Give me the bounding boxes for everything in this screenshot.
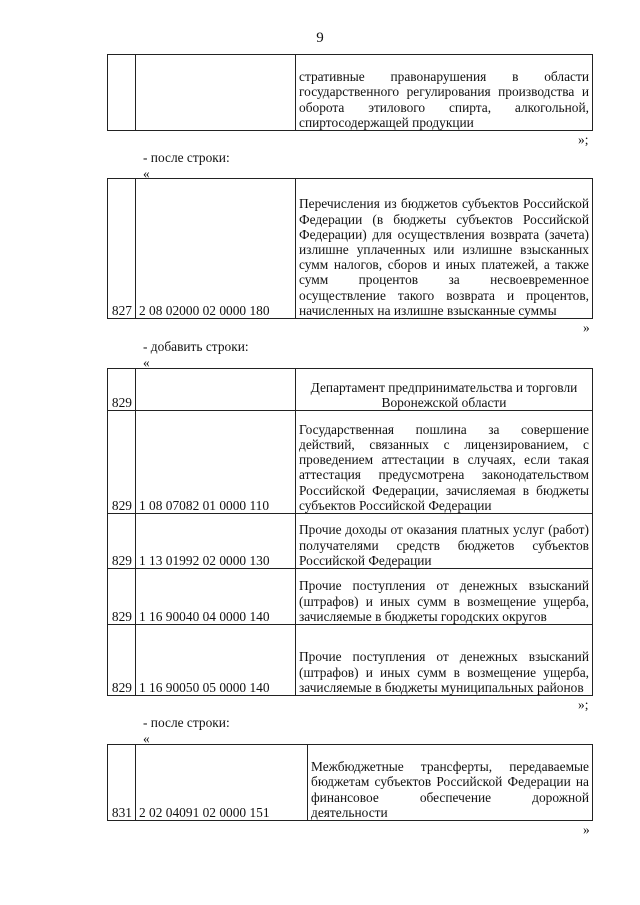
budget-code: 1 16 90040 04 0000 140 — [136, 569, 296, 625]
row-description: Межбюджетные трансферты, передаваемые бюджетам субъектов Российской Федерации на финансовое обеспечение дорожной деятельности — [308, 745, 593, 821]
row-description: Прочие поступления от денежных взысканий (штрафов) и иных сумм в возмещение ущерба, зачисляемые в бюджеты муниципальных районов — [296, 625, 593, 696]
budget-code: 2 02 04091 02 0000 151 — [136, 745, 308, 821]
budget-code — [136, 55, 296, 131]
table-added-rows — [107, 368, 593, 696]
closing-quote: »; — [578, 697, 589, 712]
table-after-row — [107, 178, 593, 319]
budget-code — [136, 369, 296, 411]
table-row — [108, 369, 593, 411]
row-number: 829 — [108, 514, 136, 569]
section-intro: - после строки: — [143, 715, 230, 730]
closing-quote: »; — [578, 132, 589, 147]
row-description: Перечисления из бюджетов субъектов Российской Федерации (в бюджеты субъектов Российской Федерации) для осуществления возврата (зачета) излишне уплаченных или излишне взысканных сумм налогов, сборов и иных платежей, а также сумм процентов за несвоевременное осуществление такого возврата и процентов, начисленных на излишне взысканные суммы — [296, 179, 593, 319]
table-row — [108, 411, 593, 514]
table-row — [108, 745, 593, 821]
row-description: Прочие доходы от оказания платных услуг (работ) получателями средств бюджетов субъектов Российской Федерации — [296, 514, 593, 569]
row-number: 827 — [108, 179, 136, 319]
opening-quote: « — [143, 355, 150, 370]
row-description: Прочие поступления от денежных взысканий (штрафов) и иных сумм в возмещение ущерба, зачисляемые в бюджеты городских округов — [296, 569, 593, 625]
budget-code: 1 08 07082 01 0000 110 — [136, 411, 296, 514]
section-intro: - добавить строки: — [143, 339, 249, 354]
department-heading: Департамент предпринимательства и торговли Воронежской области — [296, 369, 593, 411]
table-row — [108, 625, 593, 696]
row-number: 829 — [108, 411, 136, 514]
table-row — [108, 179, 593, 319]
budget-code: 1 16 90050 05 0000 140 — [136, 625, 296, 696]
table-continuation — [107, 54, 593, 131]
opening-quote: « — [143, 731, 150, 746]
table-row — [108, 514, 593, 569]
opening-quote: « — [143, 166, 150, 181]
row-number: 831 — [108, 745, 136, 821]
closing-quote: » — [583, 320, 590, 335]
table-row — [108, 55, 593, 131]
budget-code: 1 13 01992 02 0000 130 — [136, 514, 296, 569]
table-after-row-2 — [107, 744, 593, 821]
row-number — [108, 55, 136, 131]
closing-quote: » — [583, 822, 590, 837]
table-row — [108, 569, 593, 625]
row-number: 829 — [108, 369, 136, 411]
section-intro: - после строки: — [143, 150, 230, 165]
row-description: стративные правонарушения в области государственного регулирования производства и оборота этилового спирта, алкогольной, спиртосодержащей продукции — [296, 55, 593, 131]
row-number: 829 — [108, 625, 136, 696]
page-number: 9 — [316, 30, 324, 46]
row-description: Государственная пошлина за совершение действий, связанных с лицензированием, с проведением аттестации в случаях, если такая аттестация предусмотрена законодательством Российской Федерации, зачисляемая в бюджеты субъектов Российской Федерации — [296, 411, 593, 514]
budget-code: 2 08 02000 02 0000 180 — [136, 179, 296, 319]
row-number: 829 — [108, 569, 136, 625]
